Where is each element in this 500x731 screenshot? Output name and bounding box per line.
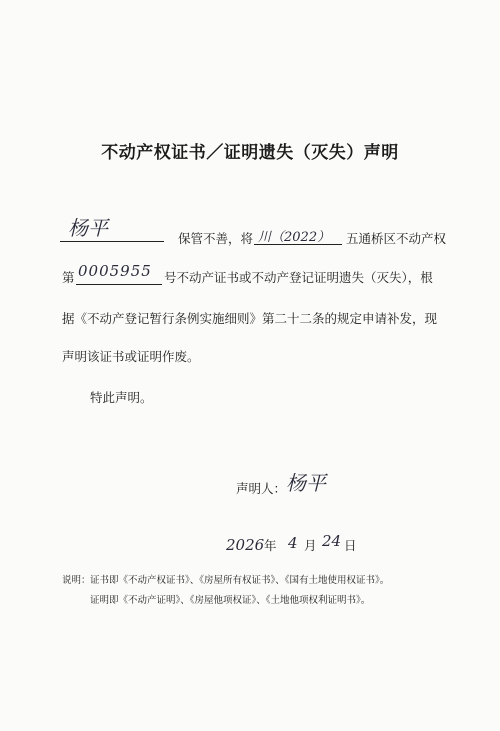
text-hereby-declare: 特此声明。 [90,390,153,405]
date-month: 4 [288,534,298,552]
text-district: 五通桥区不动产权 [346,231,447,246]
document-title: 不动产权证书／证明遗失（灭失）声明 [101,143,399,163]
text-keep-poorly: 保管不善，将 [178,231,254,246]
text-void: 声明该证书或证明作废。 [62,349,200,364]
notes-proof: 证明即《不动产证明》、《房屋他项权证》、《土地他项权利证明书》。 [90,595,371,606]
owner-name-handwritten: 杨平 [68,216,108,240]
declarant-label: 声明人： [236,481,287,496]
text-number-prefix: 第 [62,270,75,285]
date-month-label: 月 [304,538,317,553]
date-year: 2026 [226,536,265,554]
text-regulation: 据《不动产登记暂行条例实施细则》第二十二条的规定申请补发，现 [62,311,438,326]
date-day: 24 [322,532,342,550]
date-year-label: 年 [264,538,277,553]
region-year-handwritten: 川（2022） [258,230,331,245]
certificate-number-handwritten: 0005955 [78,262,152,280]
date-day-label: 日 [344,538,357,553]
notes-label: 说明： [62,575,91,586]
declarant-signature: 杨平 [286,471,326,495]
notes-certificate: 证书即《不动产权证书》、《房屋所有权证书》、《国有土地使用权证书》。 [90,575,390,586]
text-loss-statement: 号不动产证书或不动产登记证明遗失（灭失），根 [164,270,433,285]
